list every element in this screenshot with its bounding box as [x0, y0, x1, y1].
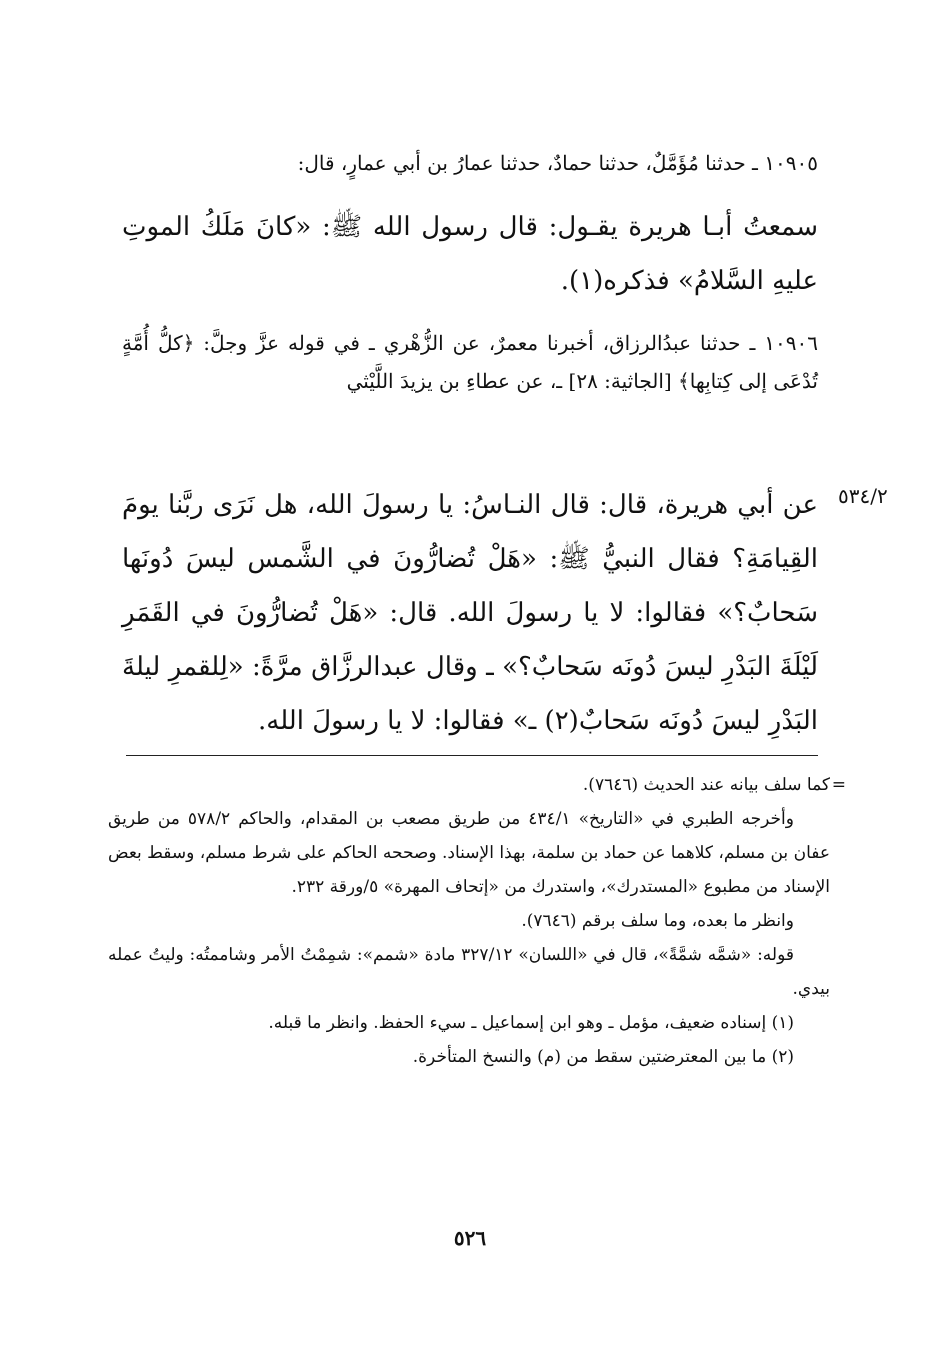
- footnote-paragraph: وانظر ما بعده، وما سلف برقم (٧٦٤٦).: [521, 911, 794, 931]
- hadith-10906-isnad: ١٠٩٠٦ ـ حدثنا عبدُالرزاق، أخبرنا معمرٌ، عن الزُّهْري ـ في قوله عزَّ وجلَّ: ﴿كلُّ أُمَّةٍ تُدْعَى إلى كِتابِها﴾ [الجاثية: ٢٨] ـ، عن عطاءِ بن يزيدَ اللَّيْثي: [122, 331, 818, 393]
- margin-volume-page-reference: ٥٣٤/٢: [838, 484, 888, 508]
- footnote-separator: [126, 755, 818, 756]
- footnote-1: (١) إسناده ضعيف، مؤمل ـ وهو ابن إسماعيل ـ سيء الحفظ. وانظر ما قبله.: [268, 1013, 794, 1033]
- footnotes: [108, 768, 846, 1074]
- continuation-marker: =: [831, 775, 846, 795]
- footnote-paragraph: قوله: «شمَّه شمَّةً»، قال في «اللسان» ٣٢٧/١٢ مادة «شمم»: شمِمْتُ الأمر وشاممتُه: وليتُ عمله بيدي.: [108, 945, 830, 999]
- hadith-10905-isnad: ١٠٩٠٥ ـ حدثنا مُؤَمَّلٌ، حدثنا حمادٌ، حدثنا عمارُ بن أبي عمارٍ، قال:: [297, 151, 818, 175]
- hadith-10906-matn: عن أبي هريرة، قال: قال النـاسُ: يا رسولَ الله، هل نَرَى ربَّنا يومَ القِيامَةِ؟ فقال النبيُّ ﷺ: «هَلْ تُضارُّونَ في الشَّمس ليسَ دُونَها سَحابٌ؟» فقالوا: لا يا رسولَ الله. قال: «هَلْ تُضارُّونَ في القَمَرِ لَيْلَةَ البَدْرِ ليسَ دُونَه سَحابٌ؟» ـ وقال عبدالرزَّاق مرَّةً: «لِلقمرِ ليلةَ البَدْرِ ليسَ دُونَه سَحابٌ(٢) ـ» فقالوا: لا يا رسولَ الله.: [122, 490, 818, 736]
- hadith-10905-matn: سمعتُ أبـا هريرة يقـول: قال رسول الله ﷺ: «كانَ مَلَكُ الموتِ عليهِ السَّلامُ» فذكره(١).: [122, 212, 818, 296]
- footnote-paragraph: وأخرجه الطبري في «التاريخ» ٤٣٤/١ من طريق مصعب بن المقدام، والحاكم ٥٧٨/٢ من طريق عفان بن مسلم، كلاهما عن حماد بن سلمة، بهذا الإسناد. وصححه الحاكم على شرط مسلم، وسقط بعض الإسناد من مطبوع «المستدرك»، واستدرك من «إتحاف المهرة» ٥/ورقة ٢٣٢.: [108, 809, 830, 897]
- footnote-continuation-text: كما سلف بيانه عند الحديث (٧٦٤٦).: [582, 775, 830, 795]
- page-number: ٥٢٦: [453, 1226, 487, 1250]
- footnote-2: (٢) ما بين المعترضتين سقط من (م) والنسخ المتأخرة.: [412, 1047, 794, 1067]
- footnote-continuation: [108, 768, 846, 802]
